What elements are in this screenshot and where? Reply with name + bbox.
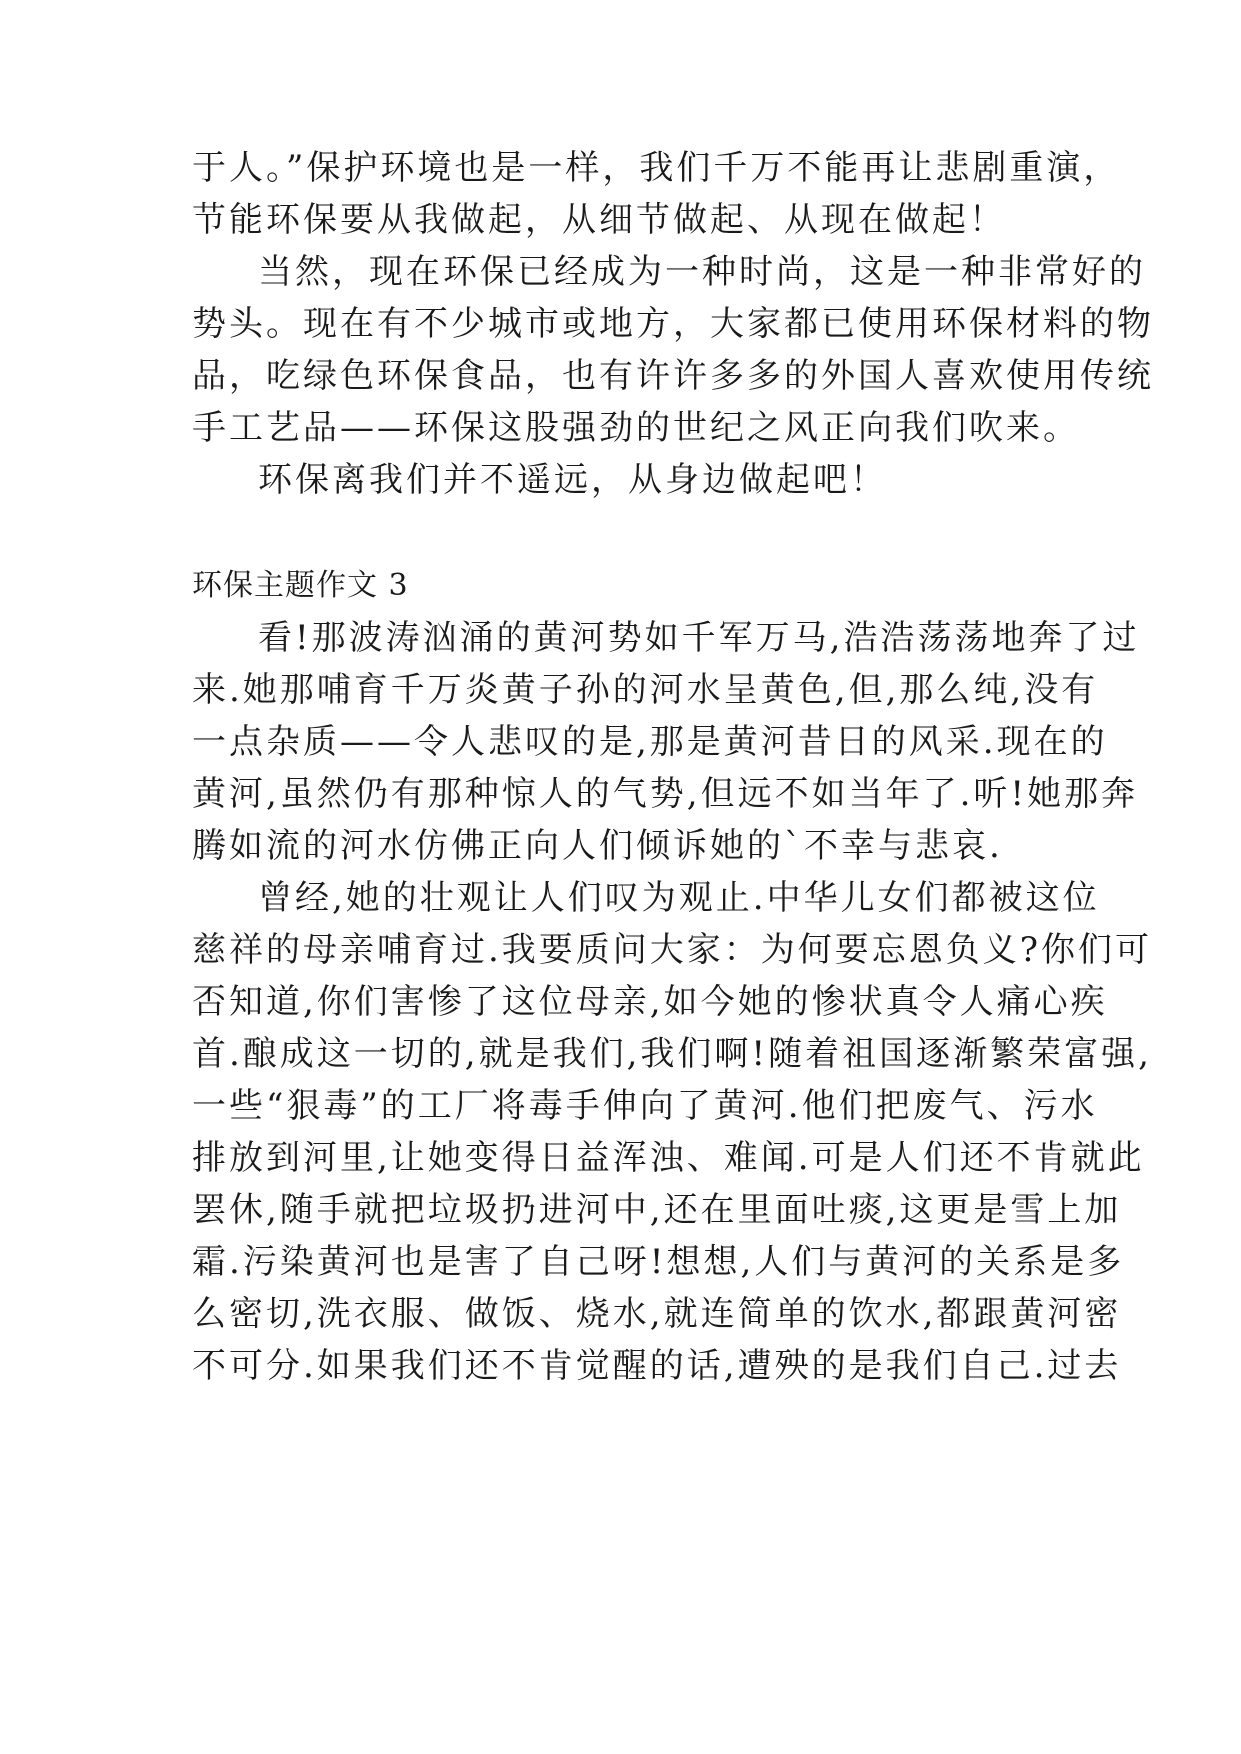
text-line: 节能环保要从我做起，从细节做起、从现在做起！ bbox=[192, 200, 1006, 240]
text-line: 一点杂质——令人悲叹的是,那是黄河昔日的风采.现在的 bbox=[192, 722, 1108, 762]
text-line: 首.酿成这一切的,就是我们,我们啊!随着祖国逐渐繁荣富强, bbox=[192, 1034, 1152, 1074]
text-line: 不可分.如果我们还不肯觉醒的话,遭殃的是我们自己.过去 bbox=[192, 1346, 1122, 1386]
text-line: 势头。现在有不少城市或地方，大家都已使用环保材料的物 bbox=[192, 304, 1154, 344]
text-line: 看!那波涛汹涌的黄河势如千军万马,浩浩荡荡地奔了过 bbox=[258, 618, 1140, 658]
text-line: 么密切,洗衣服、做饭、烧水,就连简单的饮水,都跟黄河密 bbox=[192, 1294, 1122, 1334]
text-line: 否知道,你们害惨了这位母亲,如今她的惨状真令人痛心疾 bbox=[192, 982, 1108, 1022]
text-line: 品，吃绿色环保食品，也有许许多多的外国人喜欢使用传统 bbox=[192, 356, 1154, 396]
text-line: 排放到河里,让她变得日益浑浊、难闻.可是人们还不肯就此 bbox=[192, 1138, 1145, 1178]
text-line: 慈祥的母亲哺育过.我要质问大家：为何要忘恩负义?你们可 bbox=[192, 930, 1153, 970]
text-line: 于人。”保护环境也是一样，我们千万不能再让悲剧重演， bbox=[192, 148, 1121, 188]
section-heading: 环保主题作文 3 bbox=[192, 568, 409, 603]
text-line: 一些“狠毒”的工厂将毒手伸向了黄河.他们把废气、污水 bbox=[192, 1086, 1098, 1126]
text-line: 环保离我们并不遥远，从身边做起吧！ bbox=[258, 460, 887, 500]
text-line: 曾经,她的壮观让人们叹为观止.中华儿女们都被这位 bbox=[258, 878, 1100, 918]
text-line: 手工艺品——环保这股强劲的世纪之风正向我们吹来。 bbox=[192, 408, 1080, 448]
text-line: 腾如流的河水仿佛正向人们倾诉她的`不幸与悲哀. bbox=[192, 826, 1003, 866]
text-line: 当然，现在环保已经成为一种时尚，这是一种非常好的 bbox=[258, 252, 1146, 292]
text-line: 霜.污染黄河也是害了自己呀!想想,人们与黄河的关系是多 bbox=[192, 1242, 1125, 1282]
text-line: 来.她那哺育千万炎黄子孙的河水呈黄色,但,那么纯,没有 bbox=[192, 670, 1099, 710]
text-line: 黄河,虽然仍有那种惊人的气势,但远不如当年了.听!她那奔 bbox=[192, 774, 1139, 814]
text-line: 罢休,随手就把垃圾扔进河中,还在里面吐痰,这更是雪上加 bbox=[192, 1190, 1122, 1230]
